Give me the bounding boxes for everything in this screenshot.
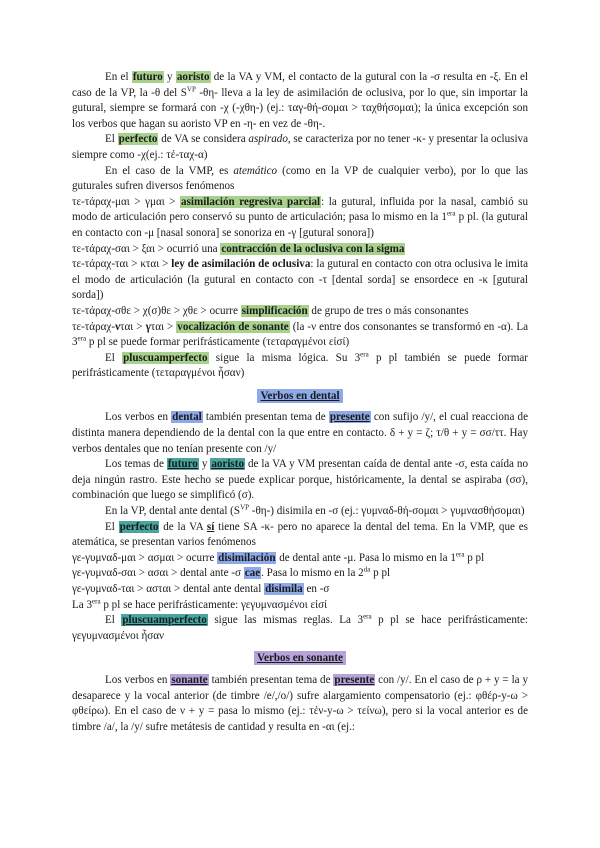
section-heading-dental: Verbos en dental: [72, 389, 528, 405]
highlight-asimilacion-regresiva: asimilación regresiva parcial: [181, 195, 321, 208]
paragraph-dental-pluscuamperfecto: El pluscuamperfecto sigue las mismas reglas. La $3^{era}$ p pl se hace perifrásticamente: γεγυμνασμένοι ἦσαν: [72, 612, 528, 642]
paragraph-futuro-aoristo: En el futuro y aoristo de la VA y VM, el contacto de la gutural con la -σ resulta en -ξ. En el caso de la VP, la -θ del $S^{VP}$ -θη- lleva a la ley de asimilación de oclusiva, por lo que, sin importar la gutural, siempre se formará con -χ (-χθη-) (ej.: ταγ-θή-σομαι > ταχθήσομαι); la única excepción son los verbos que hagan su aoristo VP en -η- en vez de -θη-.: [72, 71, 529, 130]
rule-line: τε-τάραχ-μαι > γμαι > asimilación regresiva parcial: la gutural, influida por la nasal, cambió su modo de articulación pero conservó su punto de articulación; pasa lo mismo en la $1^{era}$ p pl. (la gutural en contacto con -μ [nasal sonora] se sonoriza en -γ [gutural sonora]): [72, 195, 528, 239]
highlight-pluscuamperfecto: pluscuamperfecto: [122, 614, 207, 627]
section-heading-sonante: Verbos en sonante: [72, 651, 528, 667]
highlight-pluscuamperfecto: pluscuamperfecto: [123, 351, 208, 364]
highlight-contraccion: contracción de la oclusiva con la sigma: [221, 242, 405, 255]
paragraph-dental-presente: Los verbos en dental también presentan tema de presente con sufijo /y/, el cual reacciona de distinta manera dependiendo de la dental con la que entre en contacto. δ + y = ζ; τ/θ + y = σσ/ττ. Hay verbos dentales que no tenían presente con /y/: [72, 411, 529, 455]
paragraph-perfecto: El perfecto de VA se considera aspirado, se caracteriza por no tener -κ- y presentar la oclusiva siempre como -χ(ej.: τέ-ταχ-α): [72, 133, 528, 161]
highlight-vocalizacion: vocalización de sonante: [177, 320, 289, 333]
highlight-futuro: futuro: [132, 71, 163, 83]
rule-line: γε-γυμναδ-ται > ασται > dental ante dental disimila en -σ: [72, 583, 330, 595]
paragraph-dental-perfecto: El perfecto de la VA sí tiene SA -κ- pero no aparece la dental del tema. En la VMP, que es atemática, se presentan varios fenómenos: [72, 520, 528, 549]
paragraph-sonante-presente: Los verbos en sonante también presentan tema de presente con /y/. En el caso de ρ + y = la y desaparece y la vocal anterior (de timbre /e/,/o/) sufre alargamiento compensatorio (ej.: φθέρ-y-ω > φθείρω). En el caso de ν + y = pasa lo mismo (ej.: τέν-y-ω > τείνω), pero si la vocal anterior es de timbre /a/, la /y/ sufre metátesis de cantidad y resulta en -αι (ej.:: [72, 673, 529, 733]
highlight-aoristo: aoristo: [211, 458, 244, 471]
rule-line: τε-τάραχ-ται > κται > ley de asimilación de oclusiva: la gutural en contacto con otra oclusiva le imita el modo de articulación (la gutural en contacto con -τ [dental sorda] se ensordece en -κ [gutural sorda]): [72, 258, 529, 302]
rule-line: La $3^{era}$ p pl se hace perifrásticamente: γεγυμνασμένοι εἰσί: [72, 596, 328, 611]
highlight-disimila: disimila: [265, 583, 303, 595]
bold-si: sí: [206, 520, 215, 533]
highlight-futuro: futuro: [167, 458, 198, 471]
rule-line: γε-γυμναδ-σαι > ασαι > dental ante -σ cae. Pasa lo mismo en la $2^{da}$ p pl: [72, 565, 391, 580]
highlight-perfecto: perfecto: [118, 133, 158, 146]
highlight-aoristo: aoristo: [176, 71, 210, 83]
bold-ley-asimilacion: ley de asimilación de oclusiva: [171, 258, 311, 271]
highlight-disimilacion: disimilación: [218, 551, 276, 564]
rule-line: τε-τάραχ-νται > γται > vocalización de sonante (la -ν entre dos consonantes se transformó en -α). La $3^{era}$ p pl se puede formar perifrásticamente (τεταραγμένοι εἰσί): [72, 320, 529, 349]
highlight-simplificacion: simplificación: [241, 304, 308, 317]
paragraph-pluscuamperfecto: El pluscuamperfecto sigue la misma lógica. Su $3^{era}$ p pl también se puede formar perifrásticamente (τεταραγμένοι ἦσαν): [72, 350, 528, 380]
rule-line: γε-γυμναδ-μαι > ασμαι > ocurre disimilación de dental ante -μ. Pasa lo mismo en la $1^{era}$ p pl: [72, 550, 485, 564]
paragraph-vmp: En el caso de la VMP, es atemático (como en la VP de cualquier verbo), por lo que las guturales sufren diversos fenómenos: [72, 164, 529, 193]
paragraph-dental-vp: En la VP, dental ante dental ($S^{VP}$ -θη-) disimila en -σ (ej.: γυμναδ-θή-σομαι > γυμνασθήσομαι): [105, 503, 525, 518]
paragraph-dental-futuro: Los temas de futuro y aoristo de la VA y VM presentan caída de dental ante -σ, esta caída no deja ningún rastro. Este hecho se puede explicar porque, históricamente, la dental se aspiraba (σσ), combinación que luego se simplificó (σ).: [72, 458, 529, 502]
rule-line: τε-τάραχ-σαι > ξαι > ocurrió una contracción de la oclusiva con la sigma: [72, 242, 405, 255]
highlight-dental: dental: [172, 411, 202, 424]
highlight-presente: presente: [334, 673, 375, 686]
rule-line: τε-τάραχ-σθε > χ(σ)θε > χθε > ocurre simplificación de grupo de tres o más consonantes: [72, 304, 469, 317]
highlight-sonante: sonante: [171, 673, 208, 686]
highlight-presente: presente: [329, 411, 370, 424]
highlight-cae: cae: [244, 567, 261, 580]
highlight-perfecto: perfecto: [119, 520, 159, 533]
